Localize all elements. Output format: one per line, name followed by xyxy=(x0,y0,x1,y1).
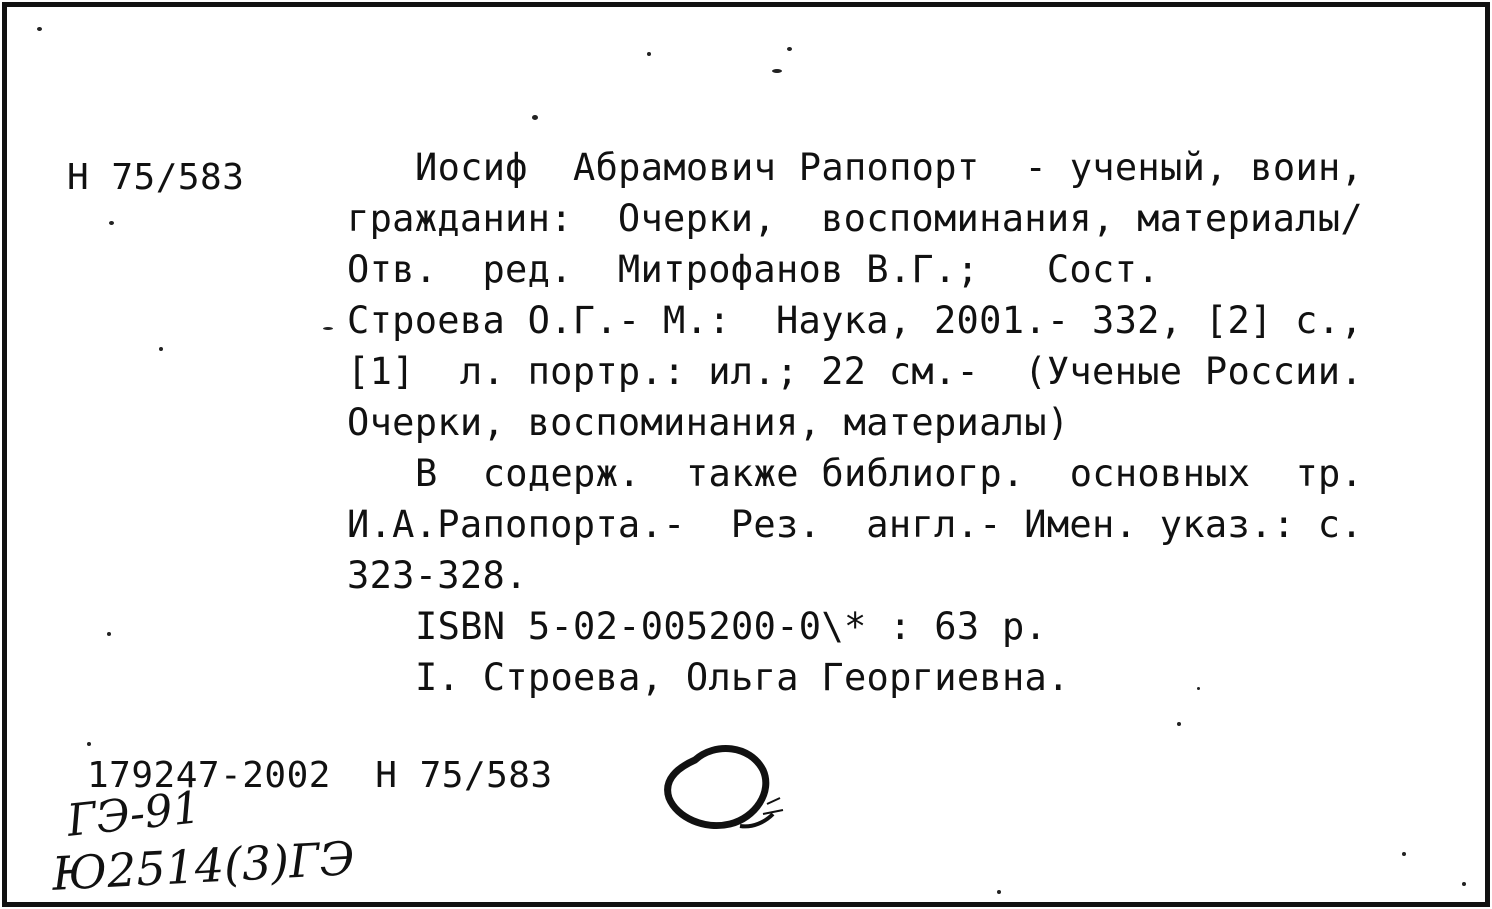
shelfmark: Н 75/583 xyxy=(67,157,245,198)
note-line-summary: И.А.Рапопорта.- Рез. англ.- Имен. указ.: с. xyxy=(347,503,1363,546)
handwritten-note-2: Ю2514(3)ГЭ xyxy=(50,831,356,901)
inventory-number: 179247-2002 Н 75/583 xyxy=(87,755,553,796)
bibliographic-description xyxy=(347,142,1447,703)
note-line-contents: В содерж. также библиогр. основных тр. xyxy=(415,452,1364,495)
description-line-title: Иосиф Абрамович Рапопорт - ученый, воин, xyxy=(415,146,1364,189)
description-line-series: Очерки, воспоминания, материалы) xyxy=(347,401,1070,444)
description-line-collation: [1] л. портр.: ил.; 22 см.- (Ученые России. xyxy=(347,350,1363,393)
handwritten-note-1: ГЭ-91 xyxy=(64,782,203,847)
library-stamp-mark xyxy=(655,740,805,850)
description-line-imprint: Строева О.Г.- М.: Наука, 2001.- 332, [2] с., xyxy=(347,299,1363,342)
description-line-subtitle: гражданин: Очерки, воспоминания, материалы/ xyxy=(347,197,1363,240)
note-line-pages: 323-328. xyxy=(347,554,528,597)
description-line-editor: Отв. ред. Митрофанов В.Г.; Сост. xyxy=(347,248,1160,291)
catalog-card xyxy=(2,2,1490,907)
isbn-line: ISBN 5-02-005200-0\* : 63 р. xyxy=(415,605,1048,648)
added-entry-line: I. Строева, Ольга Георгиевна. xyxy=(415,656,1070,699)
